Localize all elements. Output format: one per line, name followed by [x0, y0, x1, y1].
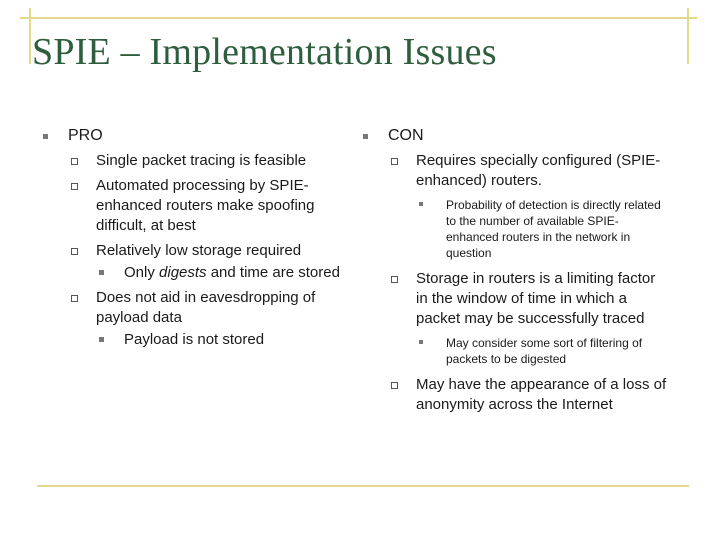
con-heading-item: [360, 126, 670, 415]
square-bullet-icon: [419, 340, 423, 344]
hollow-square-bullet-icon: [391, 158, 398, 165]
pro-item-text: Does not aid in eavesdropping of payload data: [96, 289, 316, 326]
hollow-square-bullet-icon: [391, 382, 398, 389]
square-bullet-icon: [363, 134, 368, 139]
pro-item: [68, 151, 340, 171]
pro-item: [68, 241, 340, 283]
pro-column: [40, 126, 340, 350]
frame-right-rule: [687, 8, 689, 64]
hollow-square-bullet-icon: [391, 276, 398, 283]
hollow-square-bullet-icon: [71, 183, 78, 190]
con-item-text: Storage in routers is a limiting factor in the window of time in which a packet may be successfully traced: [416, 270, 656, 327]
pro-subitem-text: Payload is not stored: [124, 331, 265, 348]
pro-subitem-text: [124, 263, 340, 283]
frame-bottom-rule: [37, 485, 689, 487]
con-item: [388, 375, 670, 415]
pro-item: [68, 288, 340, 350]
hollow-square-bullet-icon: [71, 248, 78, 255]
pro-subitem-emphasis: digests: [159, 264, 207, 281]
con-item: [388, 269, 670, 367]
hollow-square-bullet-icon: [71, 158, 78, 165]
con-column: [360, 126, 670, 415]
pro-item-text: Single packet tracing is feasible: [96, 152, 307, 169]
con-subitem: [416, 197, 670, 261]
con-item-text: May have the appearance of a loss of anonymity across the Internet: [416, 376, 667, 413]
con-item: [388, 151, 670, 261]
pro-item: [68, 176, 340, 236]
con-subitem-text: Probability of detection is directly related to the number of available SPIE-enhanced routers in the network in question: [446, 198, 661, 260]
pro-item-text: Relatively low storage required: [96, 242, 302, 259]
con-subitem-text: May consider some sort of filtering of packets to be digested: [446, 336, 643, 366]
hollow-square-bullet-icon: [71, 295, 78, 302]
pro-subitem-prefix: Only: [124, 264, 160, 281]
pro-subitem: [96, 263, 340, 283]
pro-item-text: Automated processing by SPIE-enhanced routers make spoofing difficult, at best: [96, 177, 315, 234]
con-item-text: Requires specially configured (SPIE-enhanced) routers.: [416, 152, 661, 189]
square-bullet-icon: [419, 202, 423, 206]
pro-subitem-suffix: and time are stored: [206, 264, 340, 281]
square-bullet-icon: [99, 337, 104, 342]
pro-heading-item: [40, 126, 340, 350]
pro-heading: PRO: [68, 127, 103, 144]
con-heading: CON: [388, 127, 424, 144]
slide-title: SPIE – Implementation Issues: [32, 31, 497, 73]
con-subitem: [416, 335, 670, 367]
square-bullet-icon: [99, 270, 104, 275]
frame-left-rule: [29, 8, 31, 64]
square-bullet-icon: [43, 134, 48, 139]
frame-top-rule: [20, 17, 697, 19]
pro-subitem: [96, 330, 340, 350]
